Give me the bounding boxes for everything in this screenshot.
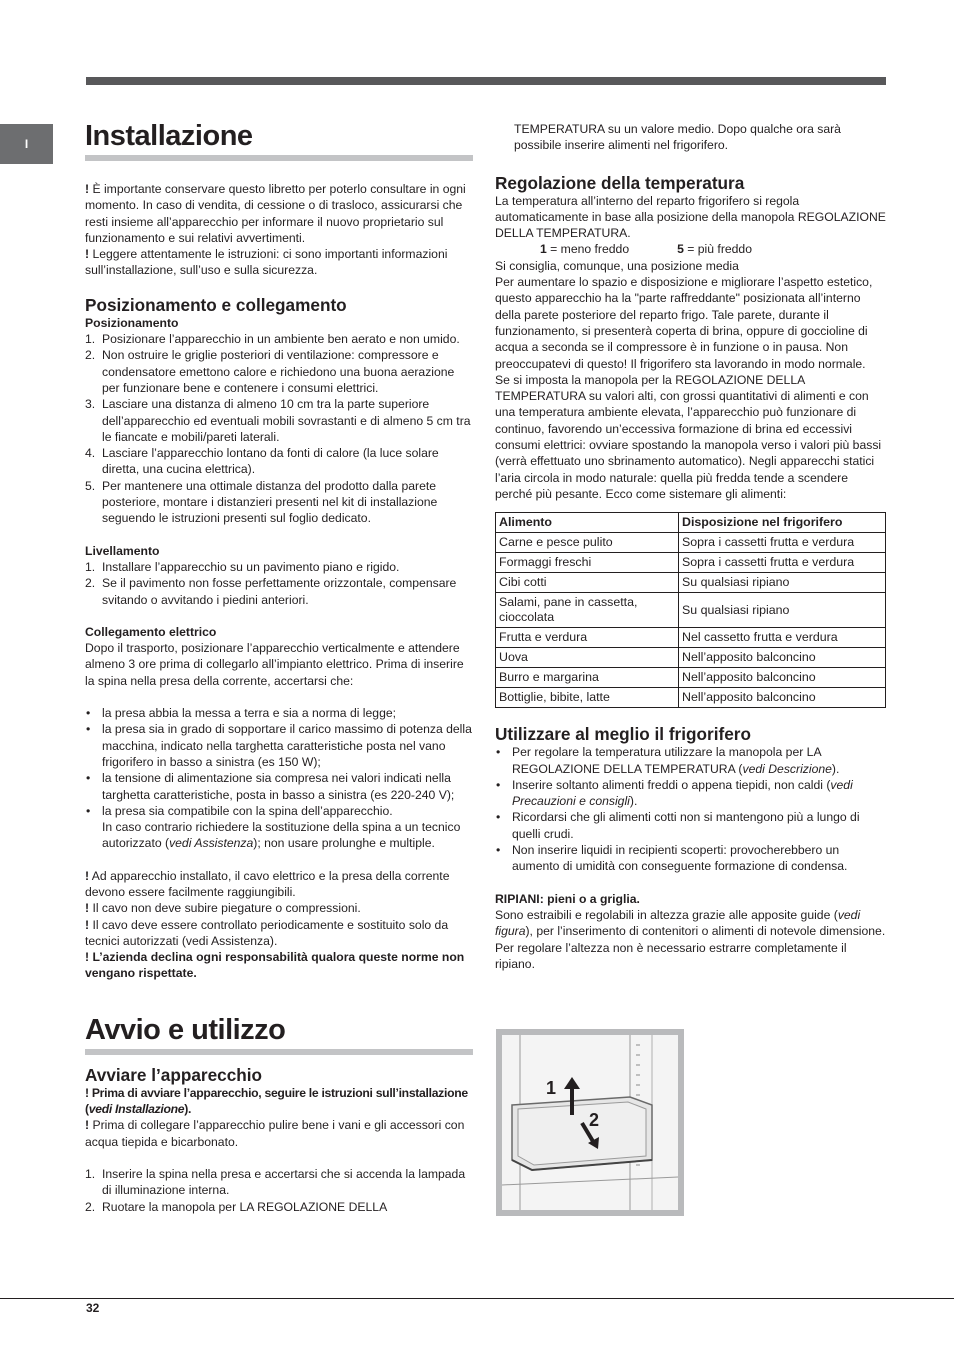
- heading-utilizzare-frigorifero: Utilizzare al meglio il frigorifero: [495, 724, 751, 745]
- list-text: Per mantenere una ottimale distanza del prodotto dalla parete posteriore, montare i distanzieri presenti nel kit di installazione seguendo le istruzioni presenti sul foglio dedicato.: [102, 478, 438, 526]
- list-number: 4.: [85, 446, 96, 461]
- bullet-item: • la presa abbia la messa a terra e sia a norma di legge;: [85, 705, 473, 721]
- table-header-cell: Alimento: [496, 513, 679, 533]
- warning-mark: !: [85, 1118, 90, 1133]
- table-row: [496, 688, 886, 708]
- food-placement-table: [495, 512, 886, 708]
- paragraph-text: Prima di collegare l’apparecchio pulire bene i vani e gli accessori con acqua tiepida e bicarbonato.: [85, 1118, 465, 1149]
- bold-text: ! Prima di avviare l’apparecchio, seguire le istruzioni sull’installazione (: [85, 1085, 468, 1117]
- intro-paragraph-1: [85, 181, 473, 246]
- list-text: Lasciare una distanza di almeno 10 cm tra la parte superiore dell’apparecchio ed eventuali mobili sovrastanti e di almeno 5 cm tra le fiancate e mobili/pareti laterali.: [102, 397, 471, 444]
- section-title-avvio-utilizzo: Avvio e utilizzo: [85, 1012, 473, 1055]
- collegamento-bullets: [85, 705, 473, 852]
- table-cell: Burro e margarina: [496, 668, 679, 688]
- list-number: 5.: [85, 478, 96, 493]
- livellamento-list: [85, 559, 473, 608]
- scale-value: 5: [677, 242, 684, 257]
- paragraph-text: Sono estraibili e regolabili in altezza grazie alle apposite guide (: [495, 907, 838, 922]
- table-header-row: [496, 513, 886, 533]
- section-title-installazione: Installazione: [85, 118, 473, 161]
- cross-reference: vedi Installazione: [88, 1102, 185, 1117]
- list-item: [85, 1199, 473, 1215]
- avviare-paragraph: [85, 1117, 473, 1150]
- heading-regolazione-temperatura: Regolazione della temperatura: [495, 172, 745, 193]
- bullet-item: • Ricordarsi che gli alimenti cotti non si mantengono più a lungo di quelli crudi.: [495, 809, 886, 842]
- warning-text: Ad apparecchio installato, il cavo elettrico e la presa della corrente devono essere facilmente raggiungibili.: [85, 868, 450, 899]
- regolazione-paragraph-2: Si consiglia, comunque, una posizione media: [495, 258, 739, 273]
- bullet-text: ).: [629, 794, 638, 809]
- list-text: Inserire la spina nella presa e accertarsi che si accenda la lampada di illuminazione interna.: [102, 1166, 466, 1198]
- avviare-warning-bold: [85, 1085, 473, 1118]
- regolazione-paragraph-4: Se si imposta la manopola per la REGOLAZIONE DELLA TEMPERATURA su valori alti, con grossi quantitativi di alimenti e con una temperatura ambiente elevata, l’apparecchio può funzionare di continuo, favorendo un’eccessiva formazione di brina ed eccessivi consumi elettrici: ovviare spostando la manopola verso i valori più bassi (verrà effettuato uno sbrinamento automatico). Negli apparecchi statici l’aria circola in modo naturale: quella più fredda tende a scendere perché più pesante. Ecco come sistemare gli alimenti:: [495, 372, 882, 501]
- left-column: [85, 118, 473, 1215]
- temperature-scale: [495, 241, 886, 257]
- warning-mark: !: [85, 182, 90, 196]
- footer-rule: [0, 1298, 954, 1299]
- table-cell: Salami, pane in cassetta, cioccolata: [496, 593, 679, 628]
- header-rule: [86, 77, 886, 85]
- cross-reference: vedi Descrizione: [742, 761, 832, 776]
- bullet-item: • Non inserire liquidi in recipienti scoperti: provocherebbero un aumento di umidità con conseguente formazione di condensa.: [495, 842, 886, 875]
- warning-paragraph-1: [85, 868, 473, 901]
- warning-paragraph-4: ! L’azienda declina ogni responsabilità qualora queste norme non vengano rispettate.: [85, 950, 465, 981]
- warning-paragraph-2: [85, 900, 473, 916]
- heading-avviare-apparecchio: Avviare l’apparecchio: [85, 1064, 263, 1085]
- list-number: 2.: [85, 348, 96, 363]
- bullet-item: [85, 803, 473, 852]
- collegamento-paragraph: Dopo il trasporto, posizionare l’apparecchio verticalmente e attendere almeno 3 ore prima di collegarlo all’impianto elettrico. Prima di inserire la spina nella presa della corrente, accertarsi che:: [85, 641, 464, 688]
- avviare-list: [85, 1166, 473, 1215]
- list-text: Installare l’apparecchio su un pavimento piano e rigido.: [102, 559, 400, 574]
- paragraph-text: ), per l’inserimento di contenitori o alimenti di notevole dimensione. Per regolare l’altezza non è necessario estrarre completamente il ripiano.: [495, 924, 886, 971]
- utilizzare-bullets: [495, 744, 886, 874]
- table-row: [496, 593, 886, 628]
- right-column: [495, 121, 886, 972]
- list-item: [85, 559, 473, 575]
- list-item: [85, 1166, 473, 1199]
- list-number: 2.: [85, 1199, 96, 1214]
- regolazione-paragraph-1: La temperatura all’interno del reparto frigorifero si regola automaticamente in base alla posizione della manopola REGOLAZIONE DELLA TEMPERATURA.: [495, 193, 886, 241]
- warning-mark: !: [85, 247, 90, 262]
- warning-mark: !: [85, 868, 90, 883]
- list-number: 1.: [85, 559, 96, 574]
- warning-mark: !: [85, 917, 90, 932]
- bullet-text: ); non usare prolunghe e multiple.: [253, 836, 435, 851]
- bullet-item: [495, 744, 886, 777]
- table-cell: Su qualsiasi ripiano: [679, 573, 886, 593]
- intro-paragraph-2: [85, 246, 473, 279]
- subheading-livellamento: Livellamento: [85, 543, 160, 558]
- continued-paragraph: TEMPERATURA su un valore medio. Dopo qualche ora sarà possibile inserire alimenti nel frigorifero.: [514, 122, 841, 153]
- scale-label: = meno freddo: [546, 242, 630, 257]
- list-item: [85, 445, 473, 478]
- heading-posizionamento-collegamento: Posizionamento e collegamento: [85, 294, 347, 315]
- table-row: [496, 648, 886, 668]
- subheading-collegamento-elettrico: Collegamento elettrico: [85, 624, 217, 639]
- table-row: [496, 668, 886, 688]
- page-number: 32: [86, 1301, 100, 1315]
- table-cell: Cibi cotti: [496, 573, 679, 593]
- list-text: Lasciare l’apparecchio lontano da fonti di calore (la luce solare diretta, una cucina elettrica).: [102, 446, 439, 477]
- bullet-item: [495, 777, 886, 810]
- language-tab: I: [0, 124, 53, 164]
- table-header-cell: Disposizione nel frigorifero: [679, 513, 886, 533]
- regolazione-paragraph-3: Per aumentare lo spazio e disposizione e migliorare l’aspetto estetico, questo apparecchio ha la "parte raffreddante" posizionata all’interno della parete posteriore del reparto frigo. Tale parete, durante il funzionamento, si presenterà coperta di brina, oppure di goccioline di acqua a seconda se il compressore è in funzione o in pausa. Non preoccupatevi di questo! Il frigorifero sta lavorando in modo normale.: [495, 275, 873, 371]
- table-cell: Nell’apposito balconcino: [679, 688, 886, 708]
- bullet-text: In caso contrario richiedere la sostituzione della spina a un tecnico autorizzato (: [102, 820, 461, 851]
- list-item: [85, 331, 473, 347]
- posizionamento-list: [85, 331, 473, 527]
- table-cell: Sopra i cassetti frutta e verdura: [679, 533, 886, 553]
- list-text: Se il pavimento non fosse perfettamente orizzontale, compensare svitando o avvitando i piedini anteriori.: [102, 576, 457, 607]
- table-cell: Nell’apposito balconcino: [679, 648, 886, 668]
- table-cell: Formaggi freschi: [496, 553, 679, 573]
- figure-label-2: 2: [589, 1110, 600, 1130]
- list-number: 1.: [85, 332, 96, 347]
- subheading-posizionamento: Posizionamento: [85, 315, 179, 330]
- list-number: 2.: [85, 576, 96, 591]
- table-cell: Uova: [496, 648, 679, 668]
- list-text: Non ostruire le griglie posteriori di ventilazione: compressore e condensatore emettono calore e richiedono una buona aerazione per funzionare bene e contenere i consumi elettrici.: [102, 348, 455, 395]
- bullet-item: • la tensione di alimentazione sia compresa nei valori indicati nella targhetta caratteristiche, posta in basso a sinistra (es 220-240 V);: [85, 770, 473, 803]
- warning-mark: !: [85, 901, 90, 916]
- bullet-text: ).: [831, 761, 840, 776]
- warning-text: Il cavo non deve subire piegature o compressioni.: [89, 901, 361, 916]
- bullet-text: Inserire soltanto alimenti freddi o appena tiepidi, non caldi (: [512, 777, 831, 792]
- bullet-text: Per regolare la temperatura utilizzare la manopola per LA REGOLAZIONE DELLA TEMPERATURA (: [512, 745, 821, 776]
- table-cell: Carne e pesce pulito: [496, 533, 679, 553]
- warning-paragraph-3: [85, 917, 473, 950]
- bullet-text: la presa sia compatibile con la spina dell’apparecchio.: [102, 803, 393, 818]
- list-number: 3.: [85, 397, 96, 412]
- table-cell: Bottiglie, bibite, latte: [496, 688, 679, 708]
- intro-text-2: Leggere attentamente le istruzioni: ci sono importanti informazioni sull’installazione, sull’uso e sulla sicurezza.: [85, 247, 448, 278]
- cross-reference: vedi Precauzioni e consigli: [512, 777, 853, 809]
- bold-text: ).: [184, 1102, 192, 1117]
- ripiani-paragraph: [495, 907, 886, 972]
- figure-label-1: 1: [546, 1078, 557, 1098]
- list-item: [85, 478, 473, 527]
- list-item: [85, 396, 473, 445]
- list-item: [85, 575, 473, 608]
- table-cell: Su qualsiasi ripiano: [679, 593, 886, 628]
- list-item: [85, 347, 473, 396]
- table-row: [496, 553, 886, 573]
- table-cell: Frutta e verdura: [496, 628, 679, 648]
- cross-reference: vedi figura: [495, 907, 861, 939]
- table-cell: Nell’apposito balconcino: [679, 668, 886, 688]
- table-row: [496, 628, 886, 648]
- intro-text-1: È importante conservare questo libretto per poterlo consultare in ogni momento. In caso di vendita, di cessione o di trasloco, assicurarsi che resti insieme all’apparecchio per informare il nuovo proprietario sul funzionamento e sui relativi avvertimenti.: [85, 182, 466, 245]
- list-text: Ruotare la manopola per LA REGOLAZIONE DELLA: [102, 1199, 388, 1214]
- table-row: [496, 573, 886, 593]
- warning-text: Il cavo deve essere controllato periodicamente e sostituito solo da tecnici autorizzati (vedi Assistenza).: [85, 917, 449, 948]
- table-cell: Sopra i cassetti frutta e verdura: [679, 553, 886, 573]
- table-cell: Nel cassetto frutta e verdura: [679, 628, 886, 648]
- scale-label: = più freddo: [683, 242, 752, 257]
- shelf-illustration: [496, 1029, 684, 1216]
- table-row: [496, 533, 886, 553]
- list-number: 1.: [85, 1166, 96, 1181]
- subheading-ripiani: RIPIANI: pieni o a griglia.: [495, 891, 640, 906]
- list-text: Posizionare l’apparecchio in un ambiente ben aerato e non umido.: [102, 332, 460, 347]
- bullet-item: • la presa sia in grado di sopportare il carico massimo di potenza della macchina, indicato nella targhetta caratteristiche posta nel vano frigorifero in basso a sinistra (es 150 W);: [85, 721, 473, 770]
- scale-value: 1: [540, 242, 547, 257]
- cross-reference: vedi Assistenza: [169, 836, 254, 851]
